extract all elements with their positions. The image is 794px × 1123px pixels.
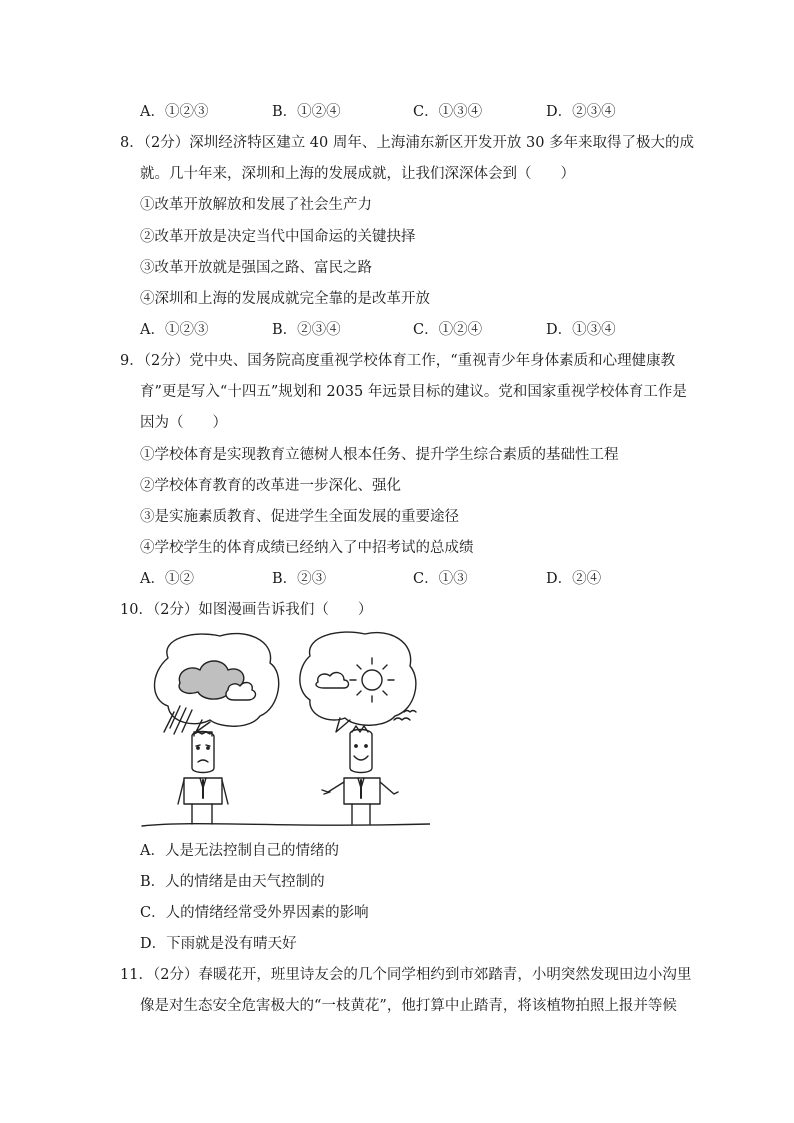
q7-option-a: A．①②③ <box>140 104 209 120</box>
bird-icon-2 <box>404 711 416 713</box>
q9-option-d: D．②④ <box>546 571 602 587</box>
sad-man-figure <box>142 732 430 827</box>
q8-option-a: A．①②③ <box>140 322 209 338</box>
q8-stem-line-2: 就。几十年来，深圳和上海的发展成就，让我们深深体会到（ ） <box>140 166 575 182</box>
thought-bubble-sun <box>300 632 416 732</box>
q7-option-d: D．②③④ <box>546 104 616 120</box>
q8-statement-1: ①改革开放解放和发展了社会生产力 <box>140 197 372 213</box>
q8-statement-2: ②改革开放是决定当代中国命运的关键抉择 <box>140 229 416 245</box>
q9-statement-1: ①学校体育是实现教育立德树人根本任务、提升学生综合素质的基础性工程 <box>140 447 619 463</box>
q8-statement-3: ③改革开放就是强国之路、富民之路 <box>140 260 372 276</box>
thought-bubble-rain <box>155 634 279 734</box>
q10-option-c: C．人的情绪经常受外界因素的影响 <box>140 905 369 921</box>
q8-statement-4: ④深圳和上海的发展成就完全靠的是改革开放 <box>140 291 430 307</box>
q9-stem-line-3: 因为（ ） <box>140 415 227 431</box>
q9-statement-3: ③是实施素质教育、促进学生全面发展的重要途径 <box>140 509 459 525</box>
q8-option-d: D．①③④ <box>546 322 616 338</box>
q7-option-c: C．①③④ <box>413 104 483 120</box>
q8-option-b: B．②③④ <box>272 322 341 338</box>
q9-option-c: C．①③ <box>413 571 468 587</box>
q11-stem-line-2: 像是对生态安全危害极大的“一枝黄花”，他打算中止踏青，将该植物拍照上报并等候 <box>140 998 677 1014</box>
q9-stem-line-1: 9．（2分）党中央、国务院高度重视学校体育工作，“重视青少年身体素质和心理健康教 <box>120 353 676 369</box>
q8-option-c: C．①②④ <box>413 322 483 338</box>
q7-option-b: B．①②④ <box>272 104 341 120</box>
bird-icon <box>394 718 410 720</box>
q9-statement-4: ④学校学生的体育成绩已经纳入了中招考试的总成绩 <box>140 540 474 556</box>
q9-option-b: B．②③ <box>272 571 327 587</box>
happy-man-figure <box>322 726 398 824</box>
q10-option-b: B．人的情绪是由天气控制的 <box>140 874 325 890</box>
q9-stem-line-2: 育”更是写入“十四五”规划和 2035 年远景目标的建议。党和国家重视学校体育工作是 <box>140 384 687 400</box>
q8-stem-line-1: 8．（2分）深圳经济特区建立 40 周年、上海浦东新区开发开放 30 多年来取得了极大的成 <box>120 135 695 151</box>
q10-stem-line-1: 10．（2分）如图漫画告诉我们（ ） <box>120 602 373 618</box>
q10-option-a: A．人是无法控制自己的情绪的 <box>140 843 339 859</box>
q9-statement-2: ②学校体育教育的改革进一步深化、强化 <box>140 478 401 494</box>
q11-stem-line-1: 11．（2分）春暖花开，班里诗友会的几个同学相约到市郊踏青，小明突然发现田边小沟里 <box>120 967 692 983</box>
cartoon-illustration <box>140 628 430 828</box>
q10-option-d: D．下雨就是没有晴天好 <box>140 936 297 952</box>
q9-option-a: A．①② <box>140 571 194 587</box>
